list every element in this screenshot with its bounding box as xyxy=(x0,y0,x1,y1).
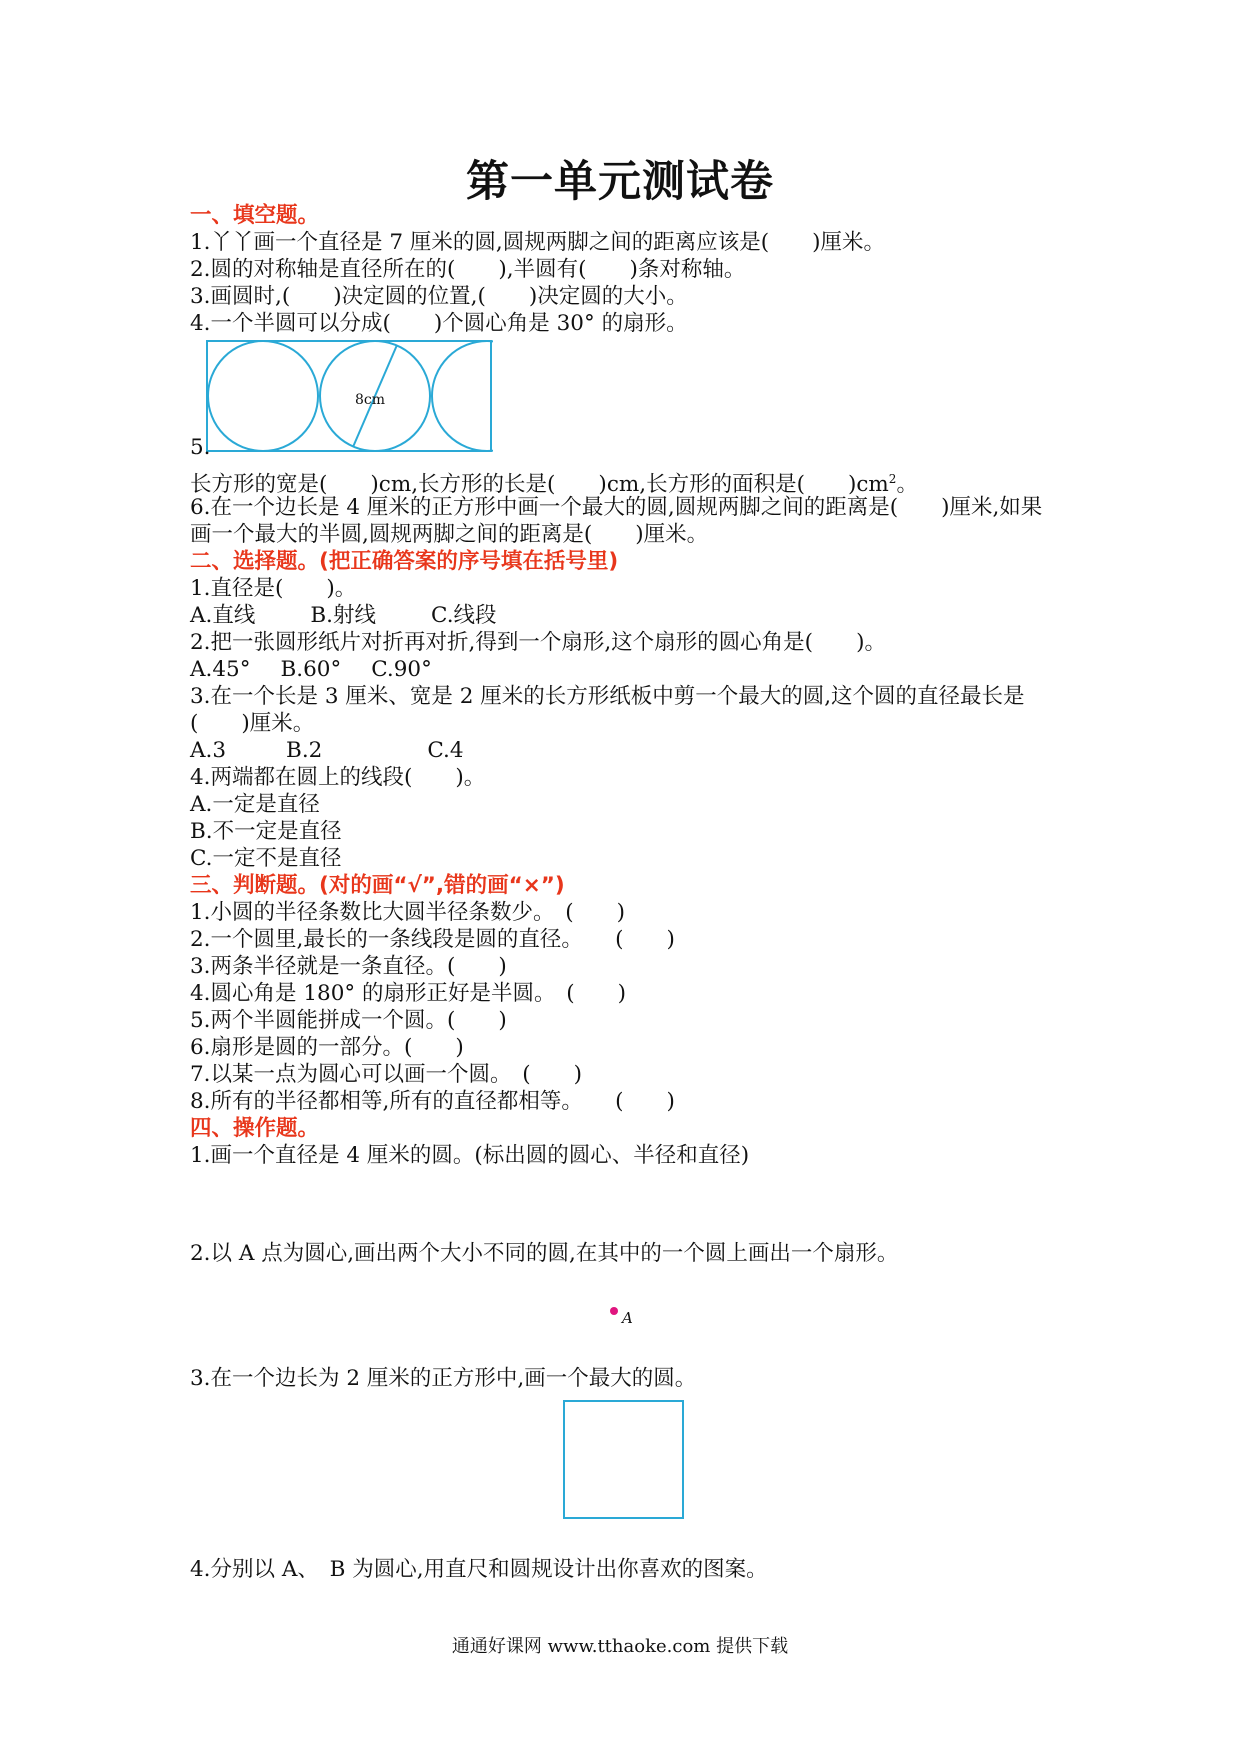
s2-question-3-line-1: 3.在一个长是 3 厘米、宽是 2 厘米的长方形纸板中剪一个最大的圆,这个圆的直径最长是 xyxy=(190,684,1025,709)
section-2-heading: 二、选择题。(把正确答案的序号填在括号里) xyxy=(190,549,619,574)
s2-question-3-options xyxy=(190,737,464,764)
s2-question-2: 2.把一张圆形纸片对折再对折,得到一个扇形,这个扇形的圆心角是( )。 xyxy=(190,630,886,655)
s3-item-5: 5.两个半圆能拼成一个圆。( ) xyxy=(190,1008,507,1033)
option-b: B.60° xyxy=(280,657,342,682)
s4-question-3: 3.在一个边长为 2 厘米的正方形中,画一个最大的圆。 xyxy=(190,1366,697,1391)
s3-item-7: 7.以某一点为圆心可以画一个圆。 ( ) xyxy=(190,1062,583,1087)
q5-text-b: 。 xyxy=(896,472,918,498)
s1-question-1: 1.丫丫画一个直径是 7 厘米的圆,圆规两脚之间的距离应该是( )厘米。 xyxy=(190,230,885,255)
s2-question-4-option-a: A.一定是直径 xyxy=(190,792,320,817)
option-c: C.4 xyxy=(427,738,464,763)
s1-question-5-number: 5. xyxy=(190,435,211,460)
point-a-dot xyxy=(610,1307,618,1315)
section-1-heading: 一、填空题。 xyxy=(190,203,320,228)
page-title: 第一单元测试卷 xyxy=(466,157,774,207)
section-4-heading: 四、操作题。 xyxy=(190,1116,320,1141)
s4-question-1: 1.画一个直径是 4 厘米的圆。(标出圆的圆心、半径和直径) xyxy=(190,1143,750,1168)
option-c: C.线段 xyxy=(431,603,497,628)
point-a-label: A xyxy=(622,1309,633,1327)
s2-question-4-option-c: C.一定不是直径 xyxy=(190,846,342,871)
footer-credit: 通通好课网 www.tthaoke.com 提供下载 xyxy=(451,1636,789,1657)
q5-text-a: 长方形的宽是( )cm,长方形的长是( )cm,长方形的面积是( )cm xyxy=(190,472,889,498)
s2-question-4: 4.两端都在圆上的线段( )。 xyxy=(190,765,486,790)
circle-3 xyxy=(432,341,493,451)
q5-superscript: 2 xyxy=(888,472,897,486)
option-b: B.射线 xyxy=(310,603,377,628)
square-figure xyxy=(562,1399,686,1521)
s4-question-4: 4.分别以 A、 B 为圆心,用直尺和圆规设计出你喜欢的图案。 xyxy=(190,1557,768,1582)
option-a: A.45° xyxy=(190,657,251,682)
s3-item-6: 6.扇形是圆的一部分。( ) xyxy=(190,1035,464,1060)
diameter-label: 8cm xyxy=(355,392,386,408)
circles-in-rectangle-figure xyxy=(205,339,493,453)
s4-question-2: 2.以 A 点为圆心,画出两个大小不同的圆,在其中的一个圆上画出一个扇形。 xyxy=(190,1241,899,1266)
s2-question-2-options xyxy=(190,656,432,683)
s1-question-6-line-2: 画一个最大的半圆,圆规两脚之间的距离是( )厘米。 xyxy=(190,522,709,547)
s3-item-1: 1.小圆的半径条数比大圆半径条数少。 ( ) xyxy=(190,900,626,925)
s2-question-1-options xyxy=(190,602,497,629)
square-outline xyxy=(564,1401,683,1518)
option-c: C.90° xyxy=(371,657,432,682)
option-a: A.3 xyxy=(190,738,227,763)
circle-1 xyxy=(208,341,318,451)
s1-question-2: 2.圆的对称轴是直径所在的( ),半圆有( )条对称轴。 xyxy=(190,257,746,282)
s1-question-6-line-1: 6.在一个边长是 4 厘米的正方形中画一个最大的圆,圆规两脚之间的距离是( )厘米,如果 xyxy=(190,495,1043,520)
s3-item-8: 8.所有的半径都相等,所有的直径都相等。 ( ) xyxy=(190,1089,675,1114)
s1-question-3: 3.画圆时,( )决定圆的位置,( )决定圆的大小。 xyxy=(190,284,688,309)
option-a: A.直线 xyxy=(190,603,256,628)
section-3-heading: 三、判断题。(对的画“√”,错的画“×”) xyxy=(190,873,565,898)
s2-question-3-line-2: ( )厘米。 xyxy=(190,711,315,736)
s3-item-4: 4.圆心角是 180° 的扇形正好是半圆。 ( ) xyxy=(190,981,626,1006)
s3-item-3: 3.两条半径就是一条直径。( ) xyxy=(190,954,507,979)
s2-question-1: 1.直径是( )。 xyxy=(190,576,357,601)
s1-question-4: 4.一个半圆可以分成( )个圆心角是 30° 的扇形。 xyxy=(190,311,688,336)
point-a-figure xyxy=(600,1302,640,1328)
option-b: B.2 xyxy=(286,738,323,763)
s3-item-2: 2.一个圆里,最长的一条线段是圆的直径。 ( ) xyxy=(190,927,675,952)
s2-question-4-option-b: B.不一定是直径 xyxy=(190,819,342,844)
